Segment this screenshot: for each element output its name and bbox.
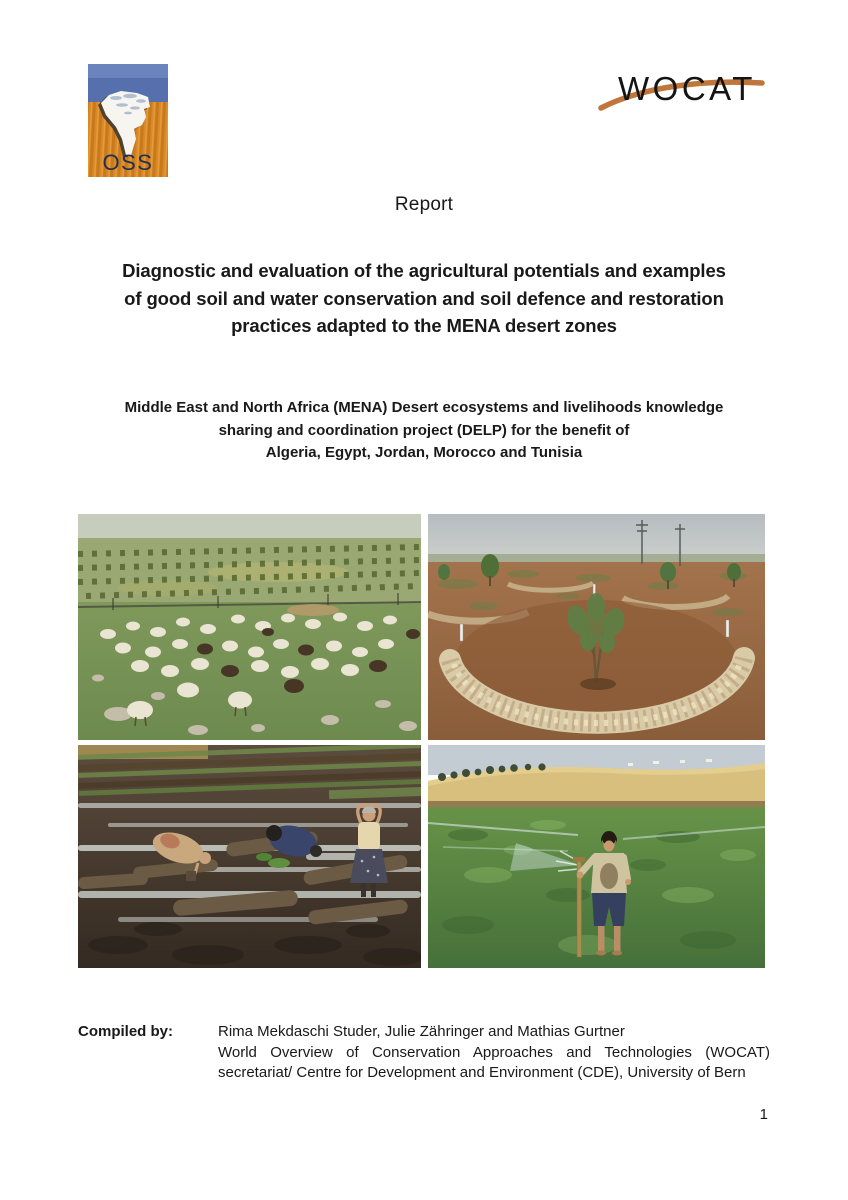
women-field-illustration xyxy=(78,745,421,968)
title-line-3: practices adapted to the MENA desert zones xyxy=(231,315,617,336)
boy-sprinkler-illustration xyxy=(428,745,765,968)
oss-logo-text: OSS xyxy=(102,150,154,175)
report-kind-label: Report xyxy=(394,194,454,215)
page-number: 1 xyxy=(759,1106,768,1123)
compiled-by-authors: Rima Mekdaschi Studer, Julie Zähringer and Mathias Gurtner xyxy=(218,1023,625,1040)
oss-logo-icon xyxy=(88,64,168,177)
document-subtitle xyxy=(0,397,848,465)
title-line-1: Diagnostic and evaluation of the agricultural potentials and examples xyxy=(122,260,726,281)
document-title xyxy=(0,257,848,340)
subtitle-line-3: Algeria, Egypt, Jordan, Morocco and Tunisia xyxy=(265,444,583,461)
photo-women-field xyxy=(78,745,421,968)
halfmoon-olive-illustration xyxy=(428,514,765,740)
sheep-grazing-illustration xyxy=(78,514,421,740)
compiled-by-section xyxy=(78,1022,770,1084)
photo-halfmoon-olive xyxy=(428,514,765,740)
compiled-by-label: Compiled by: xyxy=(78,1023,174,1040)
wocat-logo xyxy=(596,58,768,116)
compiled-by-affiliation: World Overview of Conservation Approaches and Technologies (WOCAT) secretariat/ Centre for Development and Environment (CDE), University of Bern xyxy=(218,1043,770,1082)
subtitle-line-1: Middle East and North Africa (MENA) Desert ecosystems and livelihoods knowledge xyxy=(124,399,724,416)
cover-photo-grid xyxy=(78,514,765,968)
wocat-logo-text: WOCAT xyxy=(618,69,756,108)
photo-boy-sprinkler xyxy=(428,745,765,968)
oss-logo xyxy=(88,64,168,177)
photo-sheep-grazing xyxy=(78,514,421,740)
title-line-2: of good soil and water conservation and soil defence and restoration xyxy=(124,287,724,309)
subtitle-line-2: sharing and coordination project (DELP) for the benefit of xyxy=(218,421,630,439)
compiled-by-body xyxy=(218,1022,770,1084)
